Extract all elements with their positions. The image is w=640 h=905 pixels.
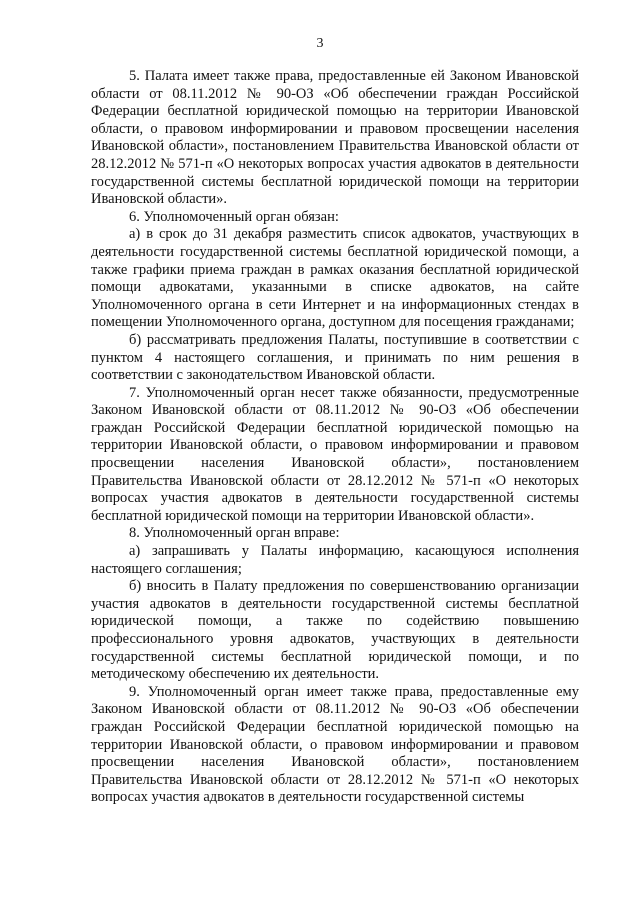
paragraph-9: 9. Уполномоченный орган имеет также права, предоставленные ему Законом Ивановской области от 08.11.2012 № 90-ОЗ «Об обеспечении граждан Российской Федерации бесплатной юридической помощью на территории Ивановской области, о правовом информировании и правовом просвещении населения Ивановской области», постановлением Правительства Ивановской области от 28.12.2012 № 571-п «О некоторых вопросах участия адвокатов в деятельности государственной системы: [91, 683, 579, 806]
paragraph-8a: а) запрашивать у Палаты информацию, касающуюся исполнения настоящего соглашения;: [91, 543, 579, 577]
paragraph-8-heading: 8. Уполномоченный орган вправе:: [129, 525, 340, 542]
document-body: [91, 68, 579, 807]
page-number: 3: [316, 36, 324, 51]
paragraph-8b: б) вносить в Палату предложения по совершенствованию организации участия адвокатов в деятельности государственной системы бесплатной юридической помощи, а также по содействию повышению профессионального уровня адвокатов, участвующих в деятельности государственной системы бесплатной юридической помощи, и по методическому обеспечению их деятельности.: [91, 578, 579, 683]
paragraph-6b: б) рассматривать предложения Палаты, поступившие в соответствии с пунктом 4 настоящего соглашения, и принимать по ним решения в соответствии с законодательством Ивановской области.: [91, 331, 579, 384]
paragraph-6-heading: 6. Уполномоченный орган обязан:: [129, 208, 339, 225]
paragraph-5: 5. Палата имеет также права, предоставленные ей Законом Ивановской области от 08.11.2012 № 90-ОЗ «Об обеспечении граждан Российской Федерации бесплатной юридической помощью на территории Ивановской области, о правовом информировании и правовом просвещении населения Ивановской области», постановлением Правительства Ивановской области от 28.12.2012 № 571-п «О некоторых вопросах участия адвокатов в деятельности государственной системы бесплатной юридической помощи на территории Ивановской области».: [91, 68, 579, 208]
paragraph-6a: а) в срок до 31 декабря разместить список адвокатов, участвующих в деятельности государственной системы бесплатной юридической помощи, а также графики приема граждан в рамках оказания бесплатной юридической помощи адвокатами, указанными в списке адвокатов, на сайте Уполномоченного органа в сети Интернет и на информационных стендах в помещении Уполномоченного органа, доступном для посещения гражданами;: [91, 226, 579, 331]
paragraph-7: 7. Уполномоченный орган несет также обязанности, предусмотренные Законом Ивановской области от 08.11.2012 № 90-ОЗ «Об обеспечении граждан Российской Федерации бесплатной юридической помощью на территории Ивановской области, о правовом информировании и правовом просвещении населения Ивановской области», постановлением Правительства Ивановской области от 28.12.2012 № 571-п «О некоторых вопросах участия адвокатов в деятельности государственной системы бесплатной юридической помощи на территории Ивановской области».: [91, 384, 579, 524]
